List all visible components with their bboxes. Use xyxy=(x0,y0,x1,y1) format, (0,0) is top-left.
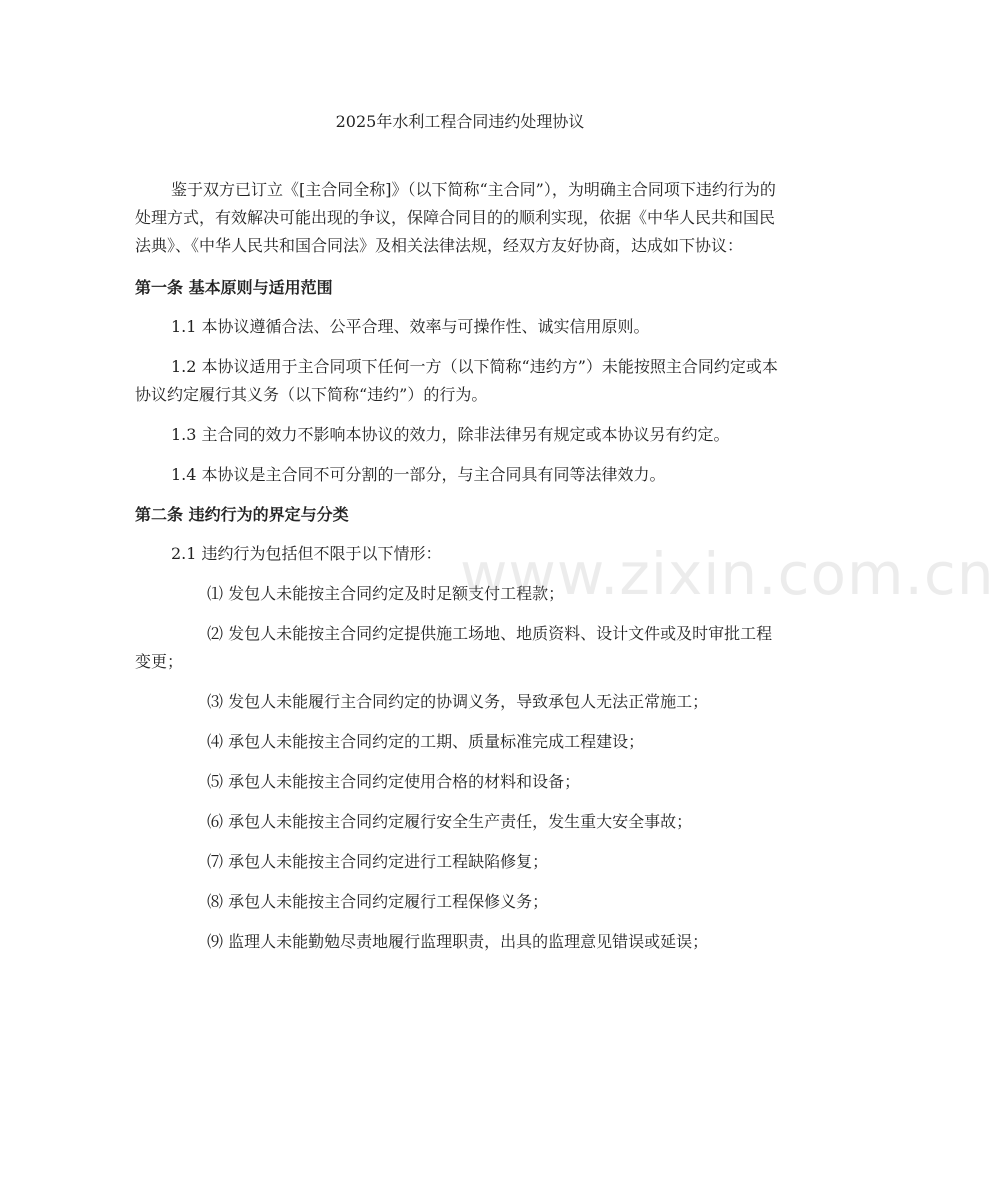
intro-paragraph: 鉴于双方已订立《[主合同全称]》（以下简称“主合同”），为明确主合同项下违约行为的处理方式，有效解决可能出现的争议，保障合同目的的顺利实现，依据《中华人民共和国民法典》、《中华人民共和国合同法》及相关法律法规，经双方友好协商，达成如下协议： xyxy=(135,180,776,255)
list-item: ⑶ 发包人未能履行主合同约定的协调义务，导致承包人无法正常施工； xyxy=(207,692,709,711)
clause-1-3: 1.3 主合同的效力不影响本协议的效力，除非法律另有规定或本协议另有约定。 xyxy=(171,425,730,444)
section-1-heading: 第一条 基本原则与适用范围 xyxy=(135,278,333,297)
list-item: ⑺ 承包人未能按主合同约定进行工程缺陷修复； xyxy=(207,852,549,871)
document-title: 2025年水利工程合同违约处理协议 xyxy=(335,112,585,131)
list-item: ⑴ 发包人未能按主合同约定及时足额支付工程款； xyxy=(207,584,565,603)
list-item: ⑼ 监理人未能勤勉尽责地履行监理职责，出具的监理意见错误或延误； xyxy=(207,932,709,951)
document-body xyxy=(135,176,787,968)
list-item: ⑹ 承包人未能按主合同约定履行安全生产责任，发生重大安全事故； xyxy=(207,812,693,831)
clause-2-1: 2.1 违约行为包括但不限于以下情形： xyxy=(171,544,442,563)
watermark: www.zixin.com.cn xyxy=(460,540,995,608)
list-item: ⑵ 发包人未能按主合同约定提供施工场地、地质资料、设计文件或及时审批工程变更； xyxy=(135,624,773,671)
clause-1-1: 1.1 本协议遵循合法、公平合理、效率与可操作性、诚实信用原则。 xyxy=(171,317,650,336)
section-2-heading: 第二条 违约行为的界定与分类 xyxy=(135,505,349,524)
list-item: ⑸ 承包人未能按主合同约定使用合格的材料和设备； xyxy=(207,772,581,791)
list-item: ⑻ 承包人未能按主合同约定履行工程保修义务； xyxy=(207,892,549,911)
clause-1-2: 1.2 本协议适用于主合同项下任何一方（以下简称“违约方”）未能按照主合同约定或本协议约定履行其义务（以下简称“违约”）的行为。 xyxy=(135,357,778,404)
list-item: ⑷ 承包人未能按主合同约定的工期、质量标准完成工程建设； xyxy=(207,732,645,751)
clause-1-4: 1.4 本协议是主合同不可分割的一部分，与主合同具有同等法律效力。 xyxy=(171,465,666,484)
